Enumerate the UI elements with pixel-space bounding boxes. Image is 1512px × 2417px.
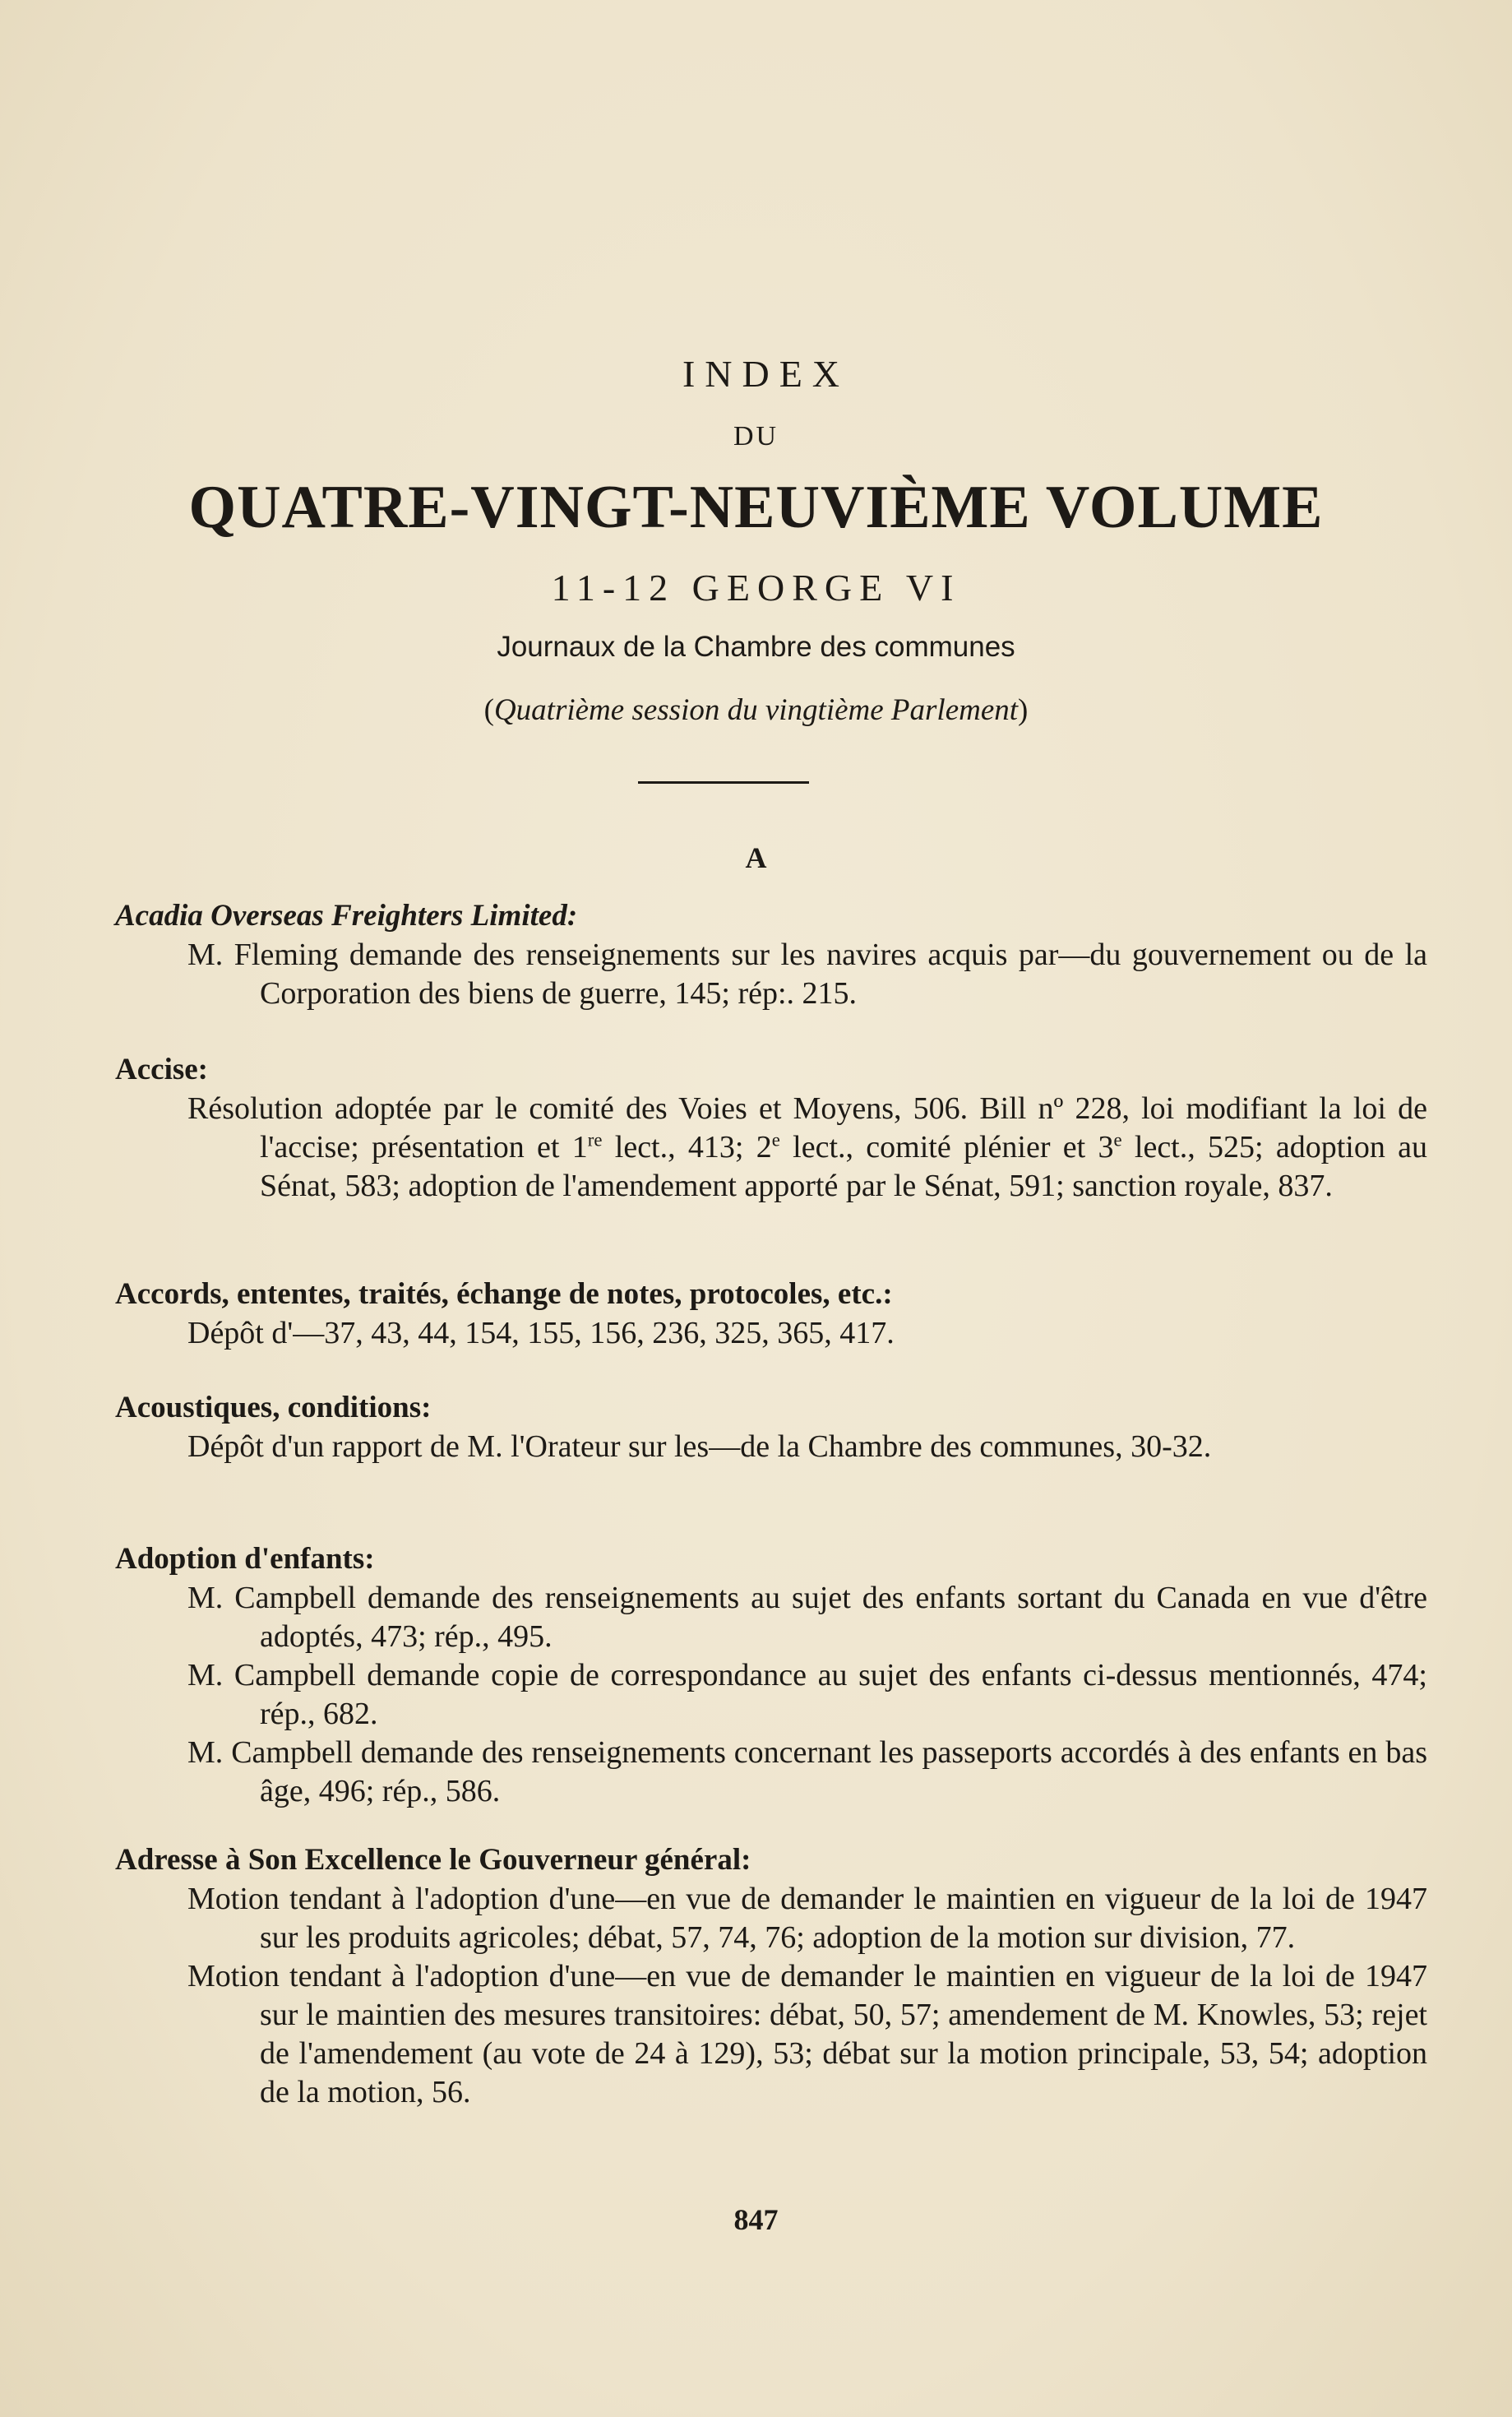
index-entry-accise [115,1050,1427,1206]
text-run: lect., comité plénier et 3 [779,1130,1114,1165]
session-line [0,692,1512,728]
entry-heading: Accise: [115,1053,208,1086]
entry-subitem: Motion tendant à l'adoption d'une—en vue de demander le maintien en vigueur de la loi de 1947 sur les produits agricoles; débat, 57, 74, 76; adoption de la motion sur division, 77. [187,1882,1427,1955]
entry-heading: Acoustiques, conditions: [115,1391,432,1424]
page-number: 847 [733,2203,779,2236]
entry-subitem: Motion tendant à l'adoption d'une—en vue de demander le maintien en vigueur de la loi de 1947 sur le maintien des mesures transitoires: débat, 50, 57; amendement de M. Knowles, 53; rejet de l'amendement (au vote de 24 à 129), 53; débat sur la motion principale, 53, 54; adoption de la motion, 56. [187,1959,1427,2109]
entry-heading: Adoption d'enfants: [115,1542,375,1576]
superscript: e [1113,1129,1122,1151]
reign-line: 11-12 GEORGE VI [551,567,961,609]
volume-title: QUATRE-VINGT-NEUVIÈME VOLUME [188,474,1324,541]
entry-subitem: Dépôt d'un rapport de M. l'Orateur sur les—de la Chambre des communes, 30-32. [187,1429,1212,1464]
entry-heading: Accords, ententes, traités, échange de notes, protocoles, etc.: [115,1277,893,1311]
entry-subitem [187,1090,1427,1206]
index-entry-adoption [115,1540,1427,1811]
text-run: lect., 413; 2 [602,1130,772,1165]
superscript: re [587,1129,603,1151]
entry-subitem: M. Campbell demande des renseignements concernant les passeports accordés à des enfants en bas âge, 496; rép., 586. [187,1735,1427,1808]
session-close-paren: ) [1018,693,1029,727]
index-entry-acoustiques [115,1388,1348,1466]
entry-subitem: M. Campbell demande copie de correspondance au sujet des enfants ci-dessus mentionnés, 474; rép., 682. [187,1658,1427,1731]
section-letter: A [745,841,767,874]
session-open-paren: ( [483,693,494,727]
entry-subitem: M. Campbell demande des renseignements au sujet des enfants sortant du Canada en vue d'être adoptés, 473; rép., 495. [187,1581,1427,1654]
journal-line: Journaux de la Chambre des communes [497,631,1015,663]
entry-heading: Acadia Overseas Freighters Limited: [115,899,578,933]
session-text: Quatrième session du vingtième Parlement [493,693,1019,727]
entry-heading: Adresse à Son Excellence le Gouverneur général: [115,1843,751,1877]
text-run: Résolution adoptée par le comité des Voies et Moyens, 506. Bill nº 228, loi modifiant la loi de l'accise; présentation et 1 [187,1091,1427,1165]
index-title: INDEX [682,353,850,395]
du-subtitle: DU [733,421,779,451]
text-run: lect., 525; adoption au Sénat, 583; adoption de l'amendement apporté par le Sénat, 591; sanction royale, 837. [260,1130,1427,1203]
divider-rule [638,781,809,784]
index-entry-adresse [115,1841,1427,2112]
entry-subitem: M. Fleming demande des renseignements sur les navires acquis par—du gouvernement ou de la Corporation des biens de guerre, 145; rép:. 215. [187,938,1427,1011]
index-entry-acadia [115,896,1427,1013]
entry-subitem: Dépôt d'—37, 43, 44, 154, 155, 156, 236, 325, 365, 417. [187,1316,895,1350]
superscript: e [771,1129,780,1151]
index-entry-accords [115,1275,1348,1353]
